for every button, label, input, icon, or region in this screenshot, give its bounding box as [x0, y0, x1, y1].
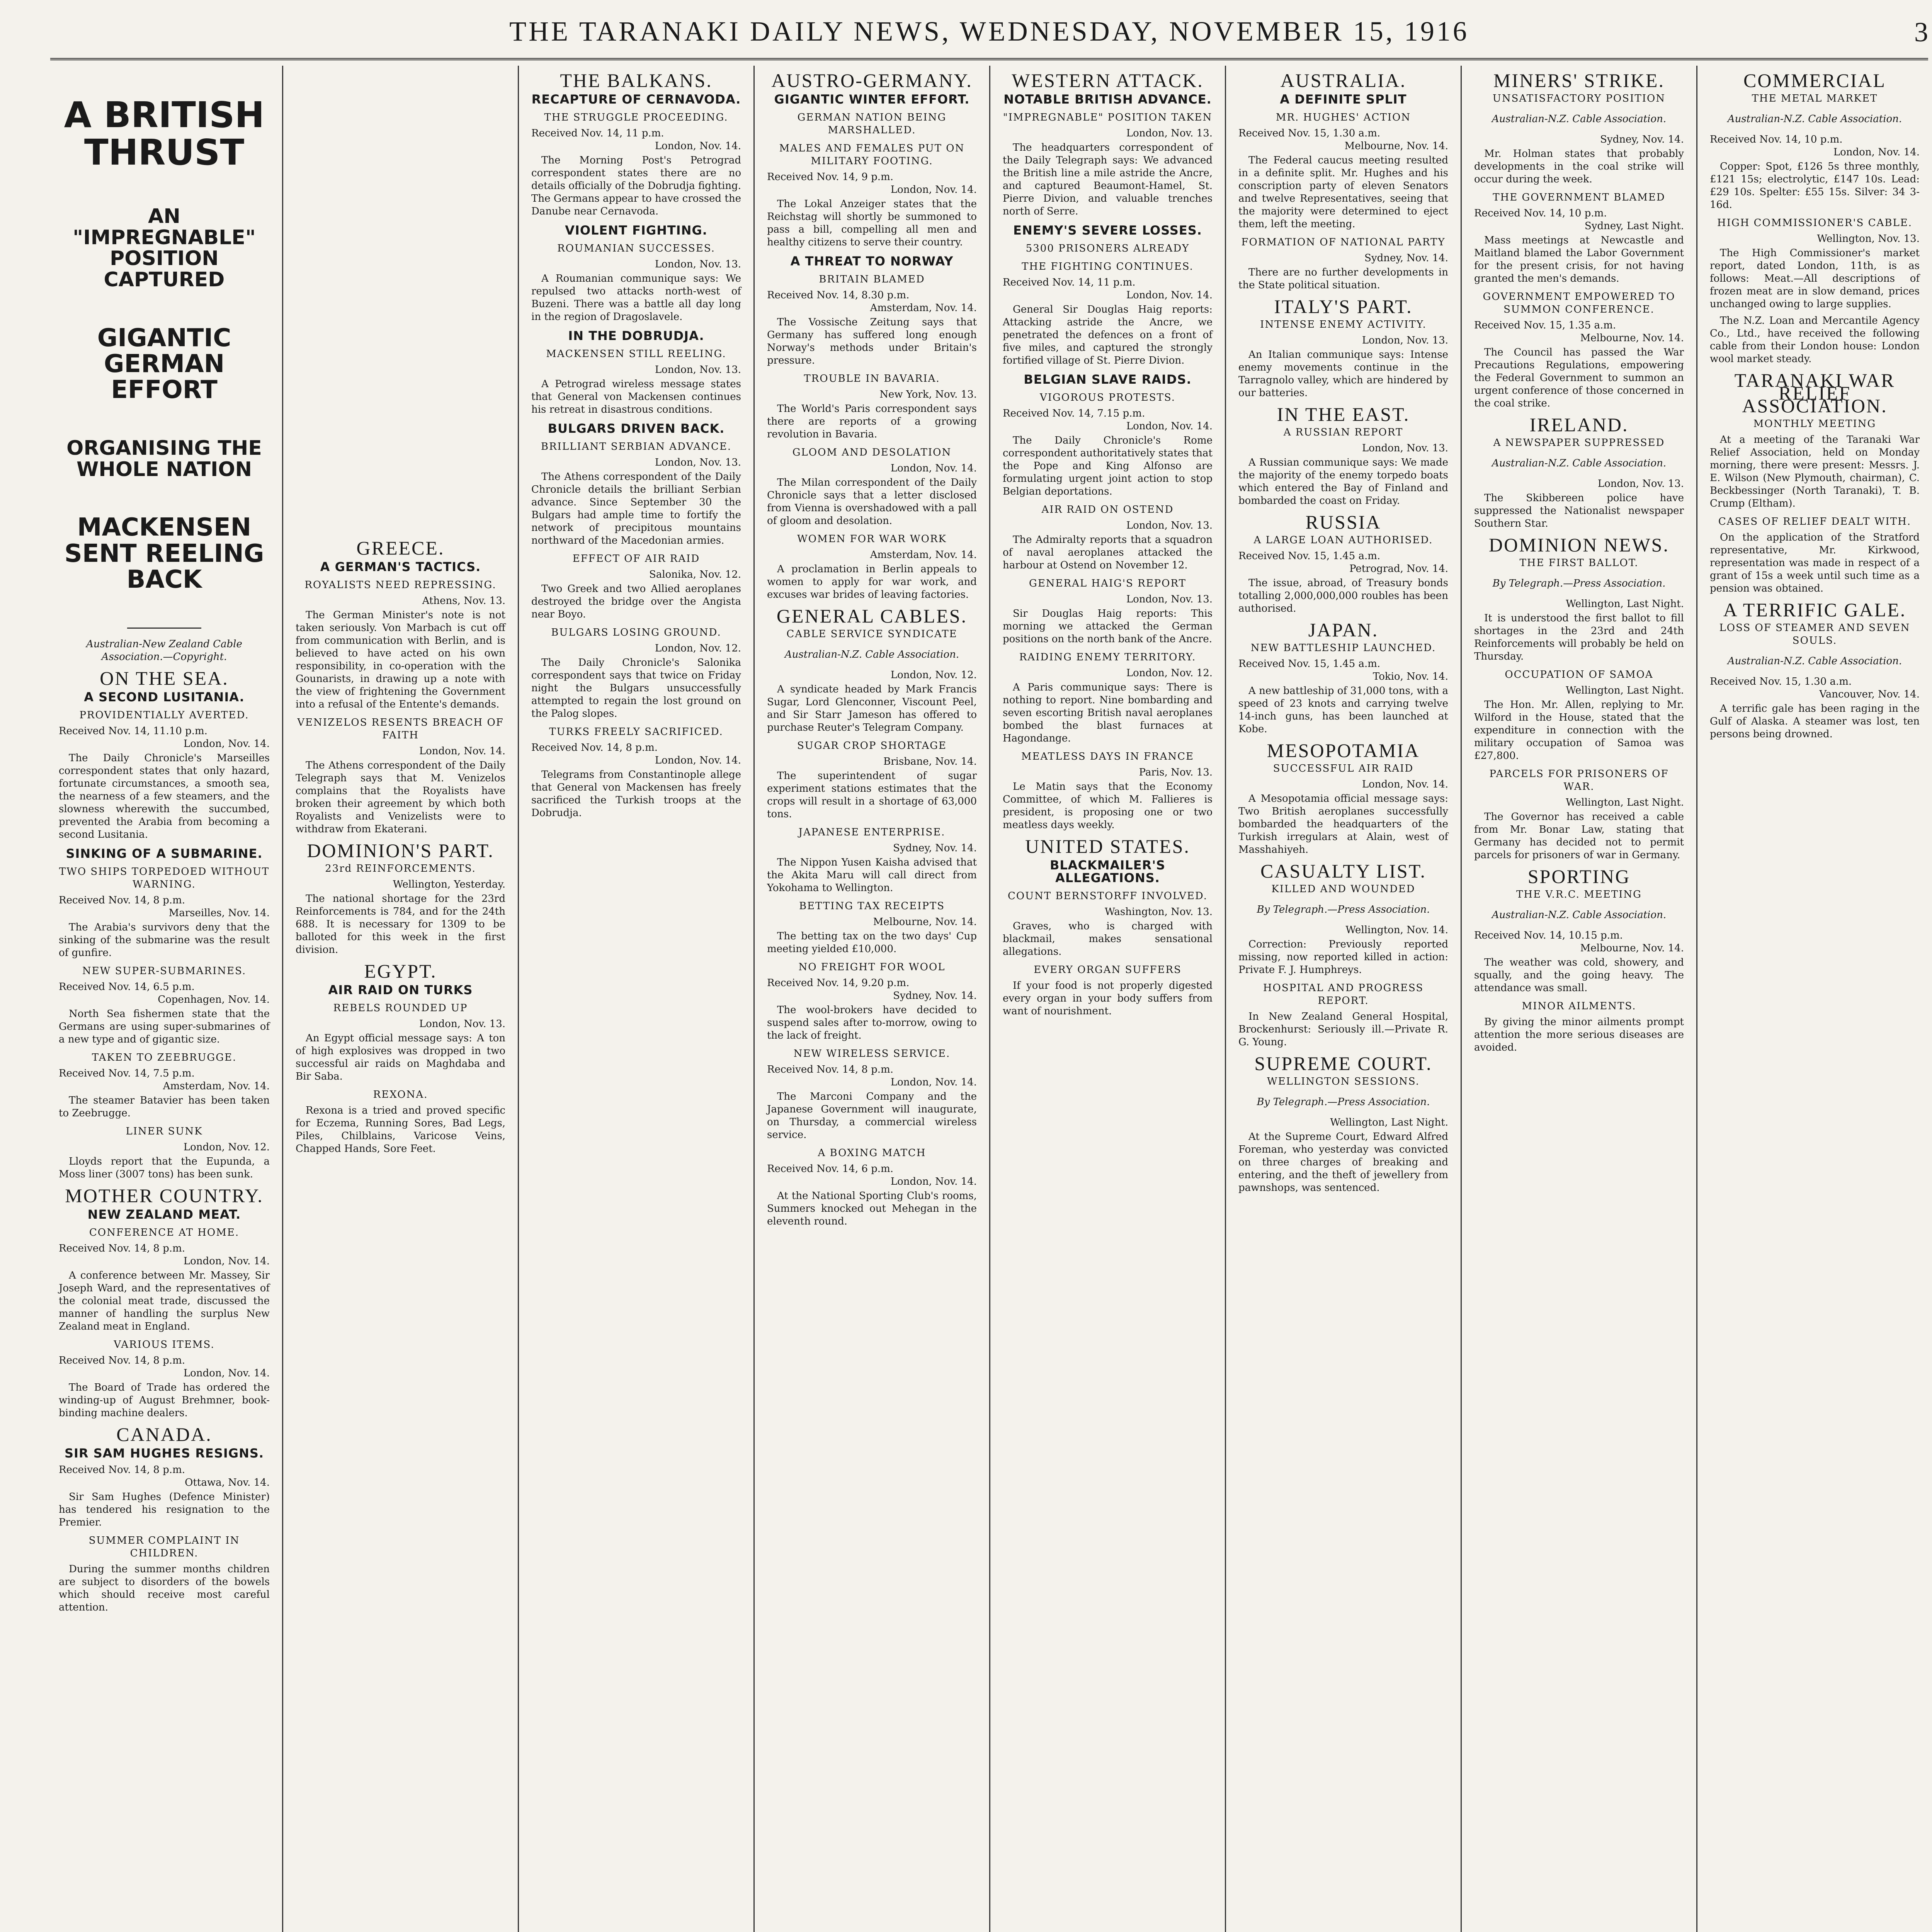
article-subhead: A GERMAN'S TACTICS.: [320, 560, 481, 574]
article-minor-head: CABLE SERVICE SYNDICATE: [786, 628, 957, 640]
article-text: Correction: Previously reported missing, now reported killed in action: Private F. J. Humphreys.: [1238, 939, 1448, 976]
received-line: London, Nov. 13.: [655, 364, 741, 376]
article-text: There are no further developments in the State political situation.: [1238, 267, 1448, 291]
article-minor-head: TAKEN TO ZEEBRUGGE.: [92, 1051, 237, 1063]
article-text: The Athens correspondent of the Daily Chronicle details the brilliant Serbian advance. Since September 30 the Bulgars had ample time to fortify the network of precipitous mountains northward of the Macedonian armies.: [531, 471, 741, 546]
received-line: Received Nov. 14, 6 p.m. London, Nov. 14.: [767, 1163, 977, 1187]
received-line: Received Nov. 14, 8 p.m. London, Nov. 14.: [59, 1242, 270, 1267]
article-minor-head: GLOOM AND DESOLATION: [792, 447, 952, 458]
article-minor-head: AIR RAID ON OSTEND: [1041, 504, 1174, 515]
article-minor-head: BETTING TAX RECEIPTS: [799, 900, 945, 912]
article-minor-head: THE GOVERNMENT BLAMED: [1493, 192, 1665, 203]
credit-line: Australian-N.Z. Cable Association.: [1492, 113, 1667, 125]
received-line: London, Nov. 13.: [1126, 594, 1213, 605]
section-head: WESTERN ATTACK.: [1012, 70, 1204, 91]
credit-line: Australian-N.Z. Cable Association.: [784, 649, 959, 660]
received-line: Paris, Nov. 13.: [1139, 767, 1213, 778]
section-head: A TERRIFIC GALE.: [1723, 599, 1906, 621]
received-line: London, Nov. 13.: [655, 457, 741, 468]
received-line: Received Nov. 15, 1.30 a.m. Vancouver, Nov. 14.: [1710, 676, 1920, 700]
received-line: London, Nov. 13.: [1126, 520, 1213, 531]
article-minor-head: INTENSE ENEMY ACTIVITY.: [1260, 319, 1427, 330]
article-minor-head: VENIZELOS RESENTS BREACH OF FAITH: [297, 717, 504, 741]
article-text: The issue, abroad, of Treasury bonds totalling 2,000,000,000 roubles has been authorised.: [1238, 577, 1448, 614]
page-number: 3: [1914, 17, 1928, 48]
received-line: London, Nov. 12.: [890, 669, 977, 681]
article-text: The N.Z. Loan and Mercantile Agency Co., Ltd., have received the following cable from their London house: London wool market steady.: [1710, 315, 1920, 365]
received-line: Received Nov. 14, 8 p.m. London, Nov. 14.: [531, 742, 741, 766]
column-2: [282, 66, 518, 1932]
section-head: GENERAL CABLES.: [776, 605, 968, 627]
article-minor-head: TROUBLE IN BAVARIA.: [804, 373, 940, 384]
article-text: Graves, who is charged with blackmail, makes sensational allegations.: [1003, 920, 1213, 957]
received-line: London, Nov. 13.: [419, 1018, 505, 1030]
article-text: A Russian communique says: We made the majority of the enemy torpedo boats which entered the Bay of Finland and bombarded the coast on Friday.: [1238, 457, 1448, 507]
article-text: The headquarters correspondent of the Daily Telegraph says: We advanced the British line a mile astride the Ancre, and captured Beaumont-Hamel, St. Pierre Divion, and valuable trenches north of Serre.: [1003, 142, 1213, 217]
article-minor-head: NEW SUPER-SUBMARINES.: [82, 965, 247, 977]
article-text: Sir Sam Hughes (Defence Minister) has tendered his resignation to the Premier.: [59, 1491, 270, 1528]
received-line: London, Nov. 12.: [655, 643, 741, 654]
section-head: DOMINION NEWS.: [1489, 534, 1669, 556]
article-subhead: GIGANTIC WINTER EFFORT.: [774, 92, 970, 107]
received-line: London, Nov. 14.: [1362, 779, 1448, 790]
credit-line: By Telegraph.—Press Association.: [1257, 904, 1430, 915]
article-minor-head: MR. HUGHES' ACTION: [1276, 112, 1411, 123]
received-line: London, Nov. 14.: [890, 463, 977, 474]
received-line: Wellington, Nov. 13.: [1817, 233, 1920, 245]
copyright-credit: Australian-New Zealand Cable Association.—Copyright.: [86, 638, 242, 663]
section-head: MESOPOTAMIA: [1267, 740, 1420, 761]
received-line: Received Nov. 15, 1.30 a.m. Melbourne, Nov. 14.: [1238, 128, 1448, 152]
article-minor-head: A BOXING MATCH: [818, 1147, 926, 1159]
article-minor-head: ROYALISTS NEED REPRESSING.: [304, 579, 497, 591]
article-minor-head: LINER SUNK: [126, 1125, 203, 1137]
article-text: An Italian communique says: Intense enemy movements continue in the Tarragnolo valley, which are hindered by our batteries.: [1238, 349, 1448, 399]
article-text: A terrific gale has been raging in the Gulf of Alaska. A steamer was lost, ten persons being drowned.: [1710, 703, 1920, 740]
article-text: If your food is not properly digested every organ in your body suffers from want of nourishment.: [1003, 980, 1213, 1017]
received-line: Washington, Nov. 13.: [1104, 906, 1213, 918]
article-minor-head: MEATLESS DAYS IN FRANCE: [1021, 751, 1194, 762]
article-minor-head: EVERY ORGAN SUFFERS: [1034, 964, 1182, 976]
divider: [127, 628, 201, 629]
article-minor-head: THE FIRST BALLOT.: [1519, 557, 1639, 569]
article-minor-head: CASES OF RELIEF DEALT WITH.: [1718, 516, 1912, 527]
received-line: London, Nov. 13.: [655, 259, 741, 270]
article-text: A Petrograd wireless message states that General von Mackensen continues his retreat in disastrous conditions.: [531, 378, 741, 415]
article-minor-head: MINOR AILMENTS.: [1522, 1000, 1636, 1012]
article-text: At a meeting of the Taranaki War Relief Association, held on Monday morning, there were present: Messrs. J. E. Wilson (New Plymouth, chairman), C. Beckbessinger (North Taranaki), T. B. Crump (Eltham).: [1710, 434, 1920, 509]
received-line: Wellington, Last Night.: [1330, 1117, 1448, 1128]
article-minor-head: NEW WIRELESS SERVICE.: [793, 1048, 951, 1060]
received-line: Received Nov. 14, 10.15 p.m. Melbourne, Nov. 14.: [1474, 930, 1684, 954]
received-line: Received Nov. 14, 11 p.m. London, Nov. 14.: [531, 128, 741, 152]
section-head: CANADA.: [116, 1423, 212, 1445]
article-text: During the summer months children are subject to disorders of the bowels which should receive most careful attention.: [59, 1563, 270, 1613]
article-text: The Admiralty reports that a squadron of naval aeroplanes attacked the harbour at Ostend on November 12.: [1003, 534, 1213, 571]
column-4: [753, 66, 989, 1932]
section-head: MOTHER COUNTRY.: [65, 1184, 264, 1206]
article-text: At the Supreme Court, Edward Alfred Foreman, who yesterday was convicted on three charges of breaking and entering, and the theft of jewellery from pawnshops, was sentenced.: [1238, 1131, 1448, 1194]
article-minor-head: BRILLIANT SERBIAN ADVANCE.: [541, 441, 732, 452]
article-minor-head: TWO SHIPS TORPEDOED WITHOUT WARNING.: [59, 866, 270, 890]
received-line: London, Nov. 13.: [1597, 478, 1684, 490]
article-text: Sir Douglas Haig reports: This morning we attacked the German positions on the north bank of the Ancre.: [1003, 608, 1213, 645]
article-subhead: BULGARS DRIVEN BACK.: [548, 421, 725, 436]
section-head: ITALY'S PART.: [1274, 296, 1413, 317]
credit-line: Australian-N.Z. Cable Association.: [1727, 113, 1902, 125]
article-text: By giving the minor ailments prompt attention the more serious diseases are avoided.: [1474, 1016, 1684, 1053]
article-subhead: NOTABLE BRITISH ADVANCE.: [1003, 92, 1212, 107]
column-7: [1461, 66, 1696, 1932]
article-minor-head: "IMPREGNABLE" POSITION TAKEN: [1003, 112, 1213, 123]
received-line: Wellington, Last Night.: [1566, 598, 1684, 610]
article-text: The Lokal Anzeiger states that the Reichstag will shortly be summoned to pass a bill, compelling all men and healthy citizens to serve their country.: [767, 198, 977, 248]
section-head: JAPAN.: [1308, 619, 1379, 641]
article-text: The weather was cold, showery, and squally, and the going heavy. The attendance was small.: [1474, 957, 1684, 994]
article-minor-head: BULGARS LOSING GROUND.: [551, 627, 721, 638]
article-minor-head: PROVIDENTIALLY AVERTED.: [79, 709, 249, 721]
article-minor-head: VIGOROUS PROTESTS.: [1039, 392, 1176, 403]
article-text: The national shortage for the 23rd Reinforcements is 784, and for the 24th 688. It is necessary for 1309 to be balloted for this week in the first division.: [296, 893, 505, 956]
article-text: The Morning Post's Petrograd correspondent states there are no details officially of the Dobrudja fighting. The Germans appear to have crossed the Danube near Cernavoda.: [531, 155, 741, 217]
article-minor-head: MACKENSEN STILL REELING.: [546, 348, 726, 360]
article-minor-head: THE V.R.C. MEETING: [1516, 889, 1642, 900]
article-text: A new battleship of 31,000 tons, with a speed of 23 knots and carrying twelve 14-inch guns, has been launched at Kobe.: [1238, 685, 1448, 735]
article-minor-head: MONTHLY MEETING: [1753, 418, 1876, 430]
article-text: The Hon. Mr. Allen, replying to Mr. Wilford in the House, stated that the expenditure in connection with the military occupation of Samoa was £27,800.: [1474, 699, 1684, 762]
section-head: DOMINION'S PART.: [307, 840, 494, 861]
received-line: Salonika, Nov. 12.: [649, 569, 741, 580]
article-text: Mass meetings at Newcastle and Maitland blamed the Labor Government for the present crisis, for not having granted the men's demands.: [1474, 235, 1684, 284]
article-text: The Daily Chronicle's Salonika correspondent says that twice on Friday night the Bulgars unsuccessfully attempted to regain the lost ground on the Palog slopes.: [531, 657, 741, 719]
article-text: The superintendent of sugar experiment stations estimates that the crops will result in a shortage of 63,000 tons.: [767, 770, 977, 820]
section-head: RUSSIA: [1305, 511, 1381, 533]
received-line: Received Nov. 14, 8 p.m. London, Nov. 14.: [767, 1064, 977, 1088]
article-minor-head: LOSS OF STEAMER AND SEVEN SOULS.: [1719, 622, 1910, 646]
article-minor-head: TURKS FREELY SACRIFICED.: [549, 726, 723, 738]
article-subhead: A SECOND LUSITANIA.: [84, 689, 245, 704]
received-line: Received Nov. 15, 1.45 a.m. Tokio, Nov. 14.: [1238, 658, 1448, 682]
section-head: IN THE EAST.: [1277, 403, 1410, 425]
received-line: London, Nov. 12.: [1126, 667, 1213, 679]
article-text: A syndicate headed by Mark Francis Sugar, Lord Glenconner, Viscount Peel, and Sir Starr Jameson has offered to purchase Reuter's Telegram Company.: [767, 684, 977, 733]
received-line: Wellington, Last Night.: [1566, 685, 1684, 696]
received-line: Sydney, Nov. 14.: [1364, 252, 1448, 264]
article-minor-head: A NEWSPAPER SUPPRESSED: [1493, 437, 1665, 449]
article-minor-head: SUCCESSFUL AIR RAID: [1273, 763, 1414, 774]
article-text: The High Commissioner's market report, dated London, 11th, is as follows: Meat.—All descriptions of frozen meat are in slow demand, prices unchanged owing to large supplies.: [1710, 247, 1920, 310]
article-text: Two Greek and two Allied aeroplanes destroyed the bridge over the Angista near Boyo.: [531, 583, 741, 620]
section-head: EGYPT.: [364, 960, 437, 982]
article-text: General Sir Douglas Haig reports: Attacking astride the Ancre, we penetrated the defences on a front of five miles, and captured the strongly fortified village of St. Pierre Divion.: [1003, 304, 1213, 366]
credit-line: Australian-N.Z. Cable Association.: [1727, 655, 1902, 667]
section-head: SPORTING: [1527, 866, 1631, 887]
article-minor-head: PARCELS FOR PRISONERS OF WAR.: [1489, 768, 1669, 793]
article-minor-head: 5300 PRISONERS ALREADY: [1026, 243, 1190, 254]
received-line: London, Nov. 13.: [1126, 128, 1213, 139]
article-text: The Council has passed the War Precautions Regulations, empowering the Federal Government to summon an urgent conference of those concerned in the coal strike.: [1474, 347, 1684, 409]
received-line: Received Nov. 15, 1.45 a.m. Petrograd, Nov. 14.: [1238, 550, 1448, 575]
article-subhead: ENEMY'S SEVERE LOSSES.: [1013, 223, 1202, 238]
article-minor-head: REXONA.: [373, 1089, 428, 1100]
section-head: AUSTRALIA.: [1280, 70, 1406, 91]
article-minor-head: HIGH COMMISSIONER'S CABLE.: [1717, 217, 1912, 229]
article-text: The wool-brokers have decided to suspend sales after to-morrow, owing to the lack of freight.: [767, 1004, 977, 1041]
section-head: TARANAKI WAR RELIEF ASSOCIATION.: [1734, 369, 1895, 417]
article-minor-head: VARIOUS ITEMS.: [114, 1338, 215, 1350]
article-minor-head: THE METAL MARKET: [1752, 93, 1878, 104]
article-minor-head: NEW BATTLESHIP LAUNCHED.: [1250, 642, 1436, 654]
article-text: A proclamation in Berlin appeals to women to apply for war work, and excuses war brides of leaving factories.: [767, 563, 977, 600]
column-5: [989, 66, 1225, 1932]
article-minor-head: GERMAN NATION BEING MARSHALLED.: [797, 112, 947, 136]
section-head: GREECE.: [356, 537, 445, 559]
article-text: Mr. Holman states that probably developments in the coal strike will occur during the week.: [1474, 148, 1684, 185]
article-text: The Marconi Company and the Japanese Government will inaugurate, on Thursday, a commercial wireless service.: [767, 1091, 977, 1141]
article-subhead: BLACKMAILER'S ALLEGATIONS.: [1049, 858, 1166, 885]
article-minor-head: HOSPITAL AND PROGRESS REPORT.: [1263, 982, 1424, 1007]
article-minor-head: A RUSSIAN REPORT: [1283, 427, 1403, 438]
article-text: Le Matin says that the Economy Committee, of which M. Fallieres is president, is proposing one or two meatless days weekly.: [1003, 781, 1213, 831]
received-line: Received Nov. 14, 10 p.m. London, Nov. 14.: [1710, 134, 1920, 158]
received-line: London, Nov. 13.: [1362, 335, 1448, 346]
received-line: Received Nov. 15, 1.35 a.m. Melbourne, Nov. 14.: [1474, 320, 1684, 344]
article-text: A conference between Mr. Massey, Sir Joseph Ward, and the representatives of the colonial meat trade, discussed the manner of handling the surplus New Zealand meat in England.: [59, 1269, 270, 1332]
article-subhead: RECAPTURE OF CERNAVODA.: [531, 92, 741, 107]
article-minor-head: GOVERNMENT EMPOWERED TO SUMMON CONFERENCE.: [1483, 291, 1675, 315]
article-minor-head: THE FIGHTING CONTINUES.: [1022, 261, 1194, 272]
article-text: The World's Paris correspondent says there are reports of a growing revolution in Bavaria.: [767, 403, 977, 440]
credit-line: By Telegraph.—Press Association.: [1257, 1096, 1430, 1108]
masthead: [50, 12, 1928, 60]
article-text: The Governor has received a cable from Mr. Bonar Law, stating that Germany has decided not to permit parcels for prisoners of war in Germany.: [1474, 811, 1684, 861]
article-minor-head: FORMATION OF NATIONAL PARTY: [1241, 236, 1446, 248]
article-text: North Sea fishermen state that the Germans are using super-submarines of a new type and of gigantic size.: [59, 1008, 270, 1045]
section-head: COMMERCIAL: [1743, 70, 1886, 91]
received-line: Received Nov. 14, 8 p.m. London, Nov. 14.: [59, 1354, 270, 1379]
article-minor-head: SUMMER COMPLAINT IN CHILDREN.: [88, 1534, 240, 1559]
article-minor-head: RAIDING ENEMY TERRITORY.: [1019, 651, 1196, 663]
article-text: The steamer Batavier has been taken to Zeebrugge.: [59, 1094, 270, 1119]
article-minor-head: NO FREIGHT FOR WOOL: [798, 961, 946, 973]
article-minor-head: CONFERENCE AT HOME.: [89, 1226, 240, 1238]
article-text: Rexona is a tried and proved specific for Eczema, Running Sores, Bad Legs, Piles, Chilblains, Varicose Veins, Chapped Hands, Sore Feet.: [296, 1105, 505, 1155]
article-minor-head: JAPANESE ENTERPRISE.: [798, 827, 946, 838]
article-subhead: AIR RAID ON TURKS: [328, 983, 473, 997]
received-line: Received Nov. 14, 9.20 p.m. Sydney, Nov. 14.: [767, 977, 977, 1002]
headline-mackensen: MACKENSEN SENT REELING BACK: [64, 513, 264, 594]
article-text: The betting tax on the two days' Cup meeting yielded £10,000.: [767, 930, 977, 955]
article-text: A Paris communique says: There is nothing to report. Nine bombarding and seven escorting British naval aeroplanes bombed the blast furnaces at Hagondange.: [1003, 682, 1213, 744]
section-head: ON THE SEA.: [100, 667, 229, 689]
received-line: Received Nov. 14, 6.5 p.m. Copenhagen, Nov. 14.: [59, 981, 270, 1005]
article-text: A Mesopotamia official message says: Two British aeroplanes successfully bombarded the headquarters of the Turkish irregulars at Alain, west of Masshahiyeh.: [1238, 793, 1448, 855]
column-1: [46, 66, 282, 1932]
article-text: In New Zealand General Hospital, Brockenhurst: Seriously ill.—Private R. G. Young.: [1238, 1011, 1448, 1048]
headline-organising: ORGANISING THE WHOLE NATION: [66, 437, 262, 481]
credit-line: Australian-N.Z. Cable Association.: [1492, 909, 1667, 921]
article-text: The German Minister's note is not taken seriously. Von Marbach is cut off from communication with Berlin, and is believed to have acted on his own responsibility, in co-operation with the Gounarists, in drawing up a note with the view of frightening the Government into a refusal of the Entente's demands.: [296, 609, 505, 710]
article-minor-head: BRITAIN BLAMED: [819, 274, 925, 285]
article-subhead: A THREAT TO NORWAY: [790, 254, 954, 269]
section-head: THE BALKANS.: [560, 70, 713, 91]
received-line: Athens, Nov. 13.: [422, 595, 505, 607]
article-minor-head: A LARGE LOAN AUTHORISED.: [1253, 534, 1433, 546]
article-minor-head: GENERAL HAIG'S REPORT: [1029, 578, 1186, 589]
article-text: At the National Sporting Club's rooms, Summers knocked out Mehegan in the eleventh round.: [767, 1190, 977, 1227]
column-8: [1696, 66, 1932, 1932]
article-text: The Arabia's survivors deny that the sinking of the submarine was the result of gunfire.: [59, 921, 270, 959]
article-minor-head: SUGAR CROP SHORTAGE: [797, 740, 947, 752]
article-subhead: IN THE DOBRUDJA.: [568, 328, 704, 343]
page-columns: [46, 66, 1932, 1932]
article-subhead: BELGIAN SLAVE RAIDS.: [1024, 372, 1192, 387]
article-text: A Roumanian communique says: We repulsed two attacks north-west of Buzeni. There was a battle all day long in the region of Dragoslavele.: [531, 273, 741, 323]
article-text: The Vossische Zeitung says that Germany has suffered long enough Norway's methods under Britain's pressure.: [767, 316, 977, 366]
article-text: Copper: Spot, £126 5s three monthly, £121 15s; electrolytic, £147 10s. Lead: £29 10s. Spelter: £55 15s. Silver: 34 3-16d.: [1710, 161, 1920, 211]
article-text: The Milan correspondent of the Daily Chronicle says that a letter disclosed from Vienna is overshadowed with a pall of gloom and desolation.: [767, 477, 977, 527]
masthead-title: THE TARANAKI DAILY NEWS, WEDNESDAY, NOVEMBER 15, 1916: [509, 16, 1469, 47]
received-line: Received Nov. 14, 8 p.m. Marseilles, Nov. 14.: [59, 894, 270, 919]
credit-line: Australian-N.Z. Cable Association.: [1492, 457, 1667, 469]
section-head: IRELAND.: [1529, 414, 1629, 435]
article-text: The Federal caucus meeting resulted in a definite split. Mr. Hughes and his conscription party of eleven Senators and twelve Representatives, seeing that the majority were determined to eject them, left the meeting.: [1238, 155, 1448, 230]
column-6: [1225, 66, 1461, 1932]
received-line: Sydney, Nov. 14.: [893, 842, 977, 854]
section-head: UNITED STATES.: [1025, 835, 1190, 857]
article-subhead: VIOLENT FIGHTING.: [565, 223, 707, 238]
received-line: Received Nov. 14, 11 p.m. London, Nov. 14.: [1003, 277, 1213, 301]
article-minor-head: COUNT BERNSTORFF INVOLVED.: [1007, 890, 1208, 902]
article-text: It is understood the first ballot to fill shortages in the 23rd and 24th Reinforcements will probably be held on Thursday.: [1474, 612, 1684, 662]
article-minor-head: UNSATISFACTORY POSITION: [1492, 93, 1666, 104]
article-subhead: NEW ZEALAND MEAT.: [87, 1207, 241, 1222]
received-line: London, Nov. 14.: [419, 745, 505, 757]
article-minor-head: WELLINGTON SESSIONS.: [1267, 1076, 1420, 1087]
received-line: Received Nov. 14, 9 p.m. London, Nov. 14.: [767, 171, 977, 196]
article-subhead: SIR SAM HUGHES RESIGNS.: [64, 1446, 264, 1461]
received-line: London, Nov. 12.: [183, 1141, 270, 1153]
article-text: The Skibbereen police have suppressed the Nationalist newspaper Southern Star.: [1474, 492, 1684, 529]
article-text: The Athens correspondent of the Daily Telegraph says that M. Venizelos complains that the Royalists have broken their agreement by which both Royalists and Venizelists were to withdraw from Ekaterani.: [296, 760, 505, 835]
received-line: Wellington, Yesterday.: [393, 879, 505, 890]
article-subhead: A DEFINITE SPLIT: [1280, 92, 1407, 107]
article-minor-head: MALES AND FEMALES PUT ON MILITARY FOOTING.: [779, 143, 965, 167]
article-text: The Daily Chronicle's Rome correspondent authoritatively states that the Pope and King Alfonso are formulating urgent joint action to stop Belgian deportations.: [1003, 435, 1213, 497]
received-line: Received Nov. 14, 8.30 p.m. Amsterdam, Nov. 14.: [767, 289, 977, 314]
headline-gigantic-effort: GIGANTIC GERMAN EFFORT: [97, 323, 231, 404]
article-text: On the application of the Stratford representative, Mr. Kirkwood, representation was made in respect of a grant of 15s a week until such time as a pension was obtained.: [1710, 532, 1920, 594]
article-subhead: SINKING OF A SUBMARINE.: [66, 846, 263, 861]
article-minor-head: 23rd REINFORCEMENTS.: [325, 863, 476, 874]
article-text: Telegrams from Constantinople allege that General von Mackensen has freely sacrificed the Turkish troops at the Dobrudja.: [531, 769, 741, 819]
received-line: Received Nov. 14, 10 p.m. Sydney, Last Night.: [1474, 207, 1684, 232]
received-line: Sydney, Nov. 14.: [1600, 134, 1684, 145]
article-minor-head: ROUMANIAN SUCCESSES.: [557, 243, 715, 254]
article-minor-head: WOMEN FOR WAR WORK: [797, 533, 947, 545]
article-minor-head: OCCUPATION OF SAMOA: [1505, 669, 1653, 680]
section-head: CASUALTY LIST.: [1260, 860, 1427, 882]
article-minor-head: REBELS ROUNDED UP: [333, 1002, 468, 1014]
received-line: Received Nov. 14, 8 p.m. Ottawa, Nov. 14.: [59, 1464, 270, 1488]
credit-line: By Telegraph.—Press Association.: [1492, 578, 1666, 589]
received-line: New York, Nov. 13.: [879, 389, 977, 400]
column-3: [518, 66, 753, 1932]
received-line: Wellington, Last Night.: [1566, 797, 1684, 808]
article-text: An Egypt official message says: A ton of high explosives was dropped in two successful air raids on Maghdaba and Bir Saba.: [296, 1032, 505, 1082]
article-text: The Nippon Yusen Kaisha advised that the Akita Maru will call direct from Yokohama to Wellington.: [767, 857, 977, 894]
headline-impregnable: AN "IMPREGNABLE" POSITION CAPTURED: [73, 205, 256, 291]
received-line: Received Nov. 14, 7.5 p.m. Amsterdam, Nov. 14.: [59, 1067, 270, 1092]
received-line: Brisbane, Nov. 14.: [883, 756, 977, 767]
article-minor-head: KILLED AND WOUNDED: [1271, 883, 1415, 895]
article-minor-head: EFFECT OF AIR RAID: [572, 553, 700, 565]
section-head: SUPREME COURT.: [1254, 1053, 1432, 1074]
received-line: Received Nov. 14, 7.15 p.m. London, Nov. 14.: [1003, 408, 1213, 432]
received-line: Melbourne, Nov. 14.: [873, 916, 977, 928]
received-line: Amsterdam, Nov. 14.: [870, 549, 977, 561]
received-line: Received Nov. 14, 11.10 p.m. London, Nov. 14.: [59, 725, 270, 750]
article-text: The Daily Chronicle's Marseilles correspondent states that only hazard, fortunate circumstances, a smooth sea, the nearness of a few steamers, and the slowness wherewith the succumbed, prevented the Arabia from becoming a second Lusitania.: [59, 752, 270, 840]
section-head: AUSTRO-GERMANY.: [771, 70, 973, 91]
section-head: MINERS' STRIKE.: [1493, 70, 1665, 91]
headline-british-thrust: A BRITISH THRUST: [64, 94, 265, 173]
received-line: Wellington, Nov. 14.: [1345, 924, 1448, 936]
article-text: The Board of Trade has ordered the winding-up of August Brehmner, book-binding machine dealers.: [59, 1381, 270, 1419]
received-line: London, Nov. 13.: [1362, 442, 1448, 454]
article-minor-head: THE STRUGGLE PROCEEDING.: [544, 112, 728, 123]
article-text: Lloyds report that the Eupunda, a Moss liner (3007 tons) has been sunk.: [59, 1155, 270, 1180]
